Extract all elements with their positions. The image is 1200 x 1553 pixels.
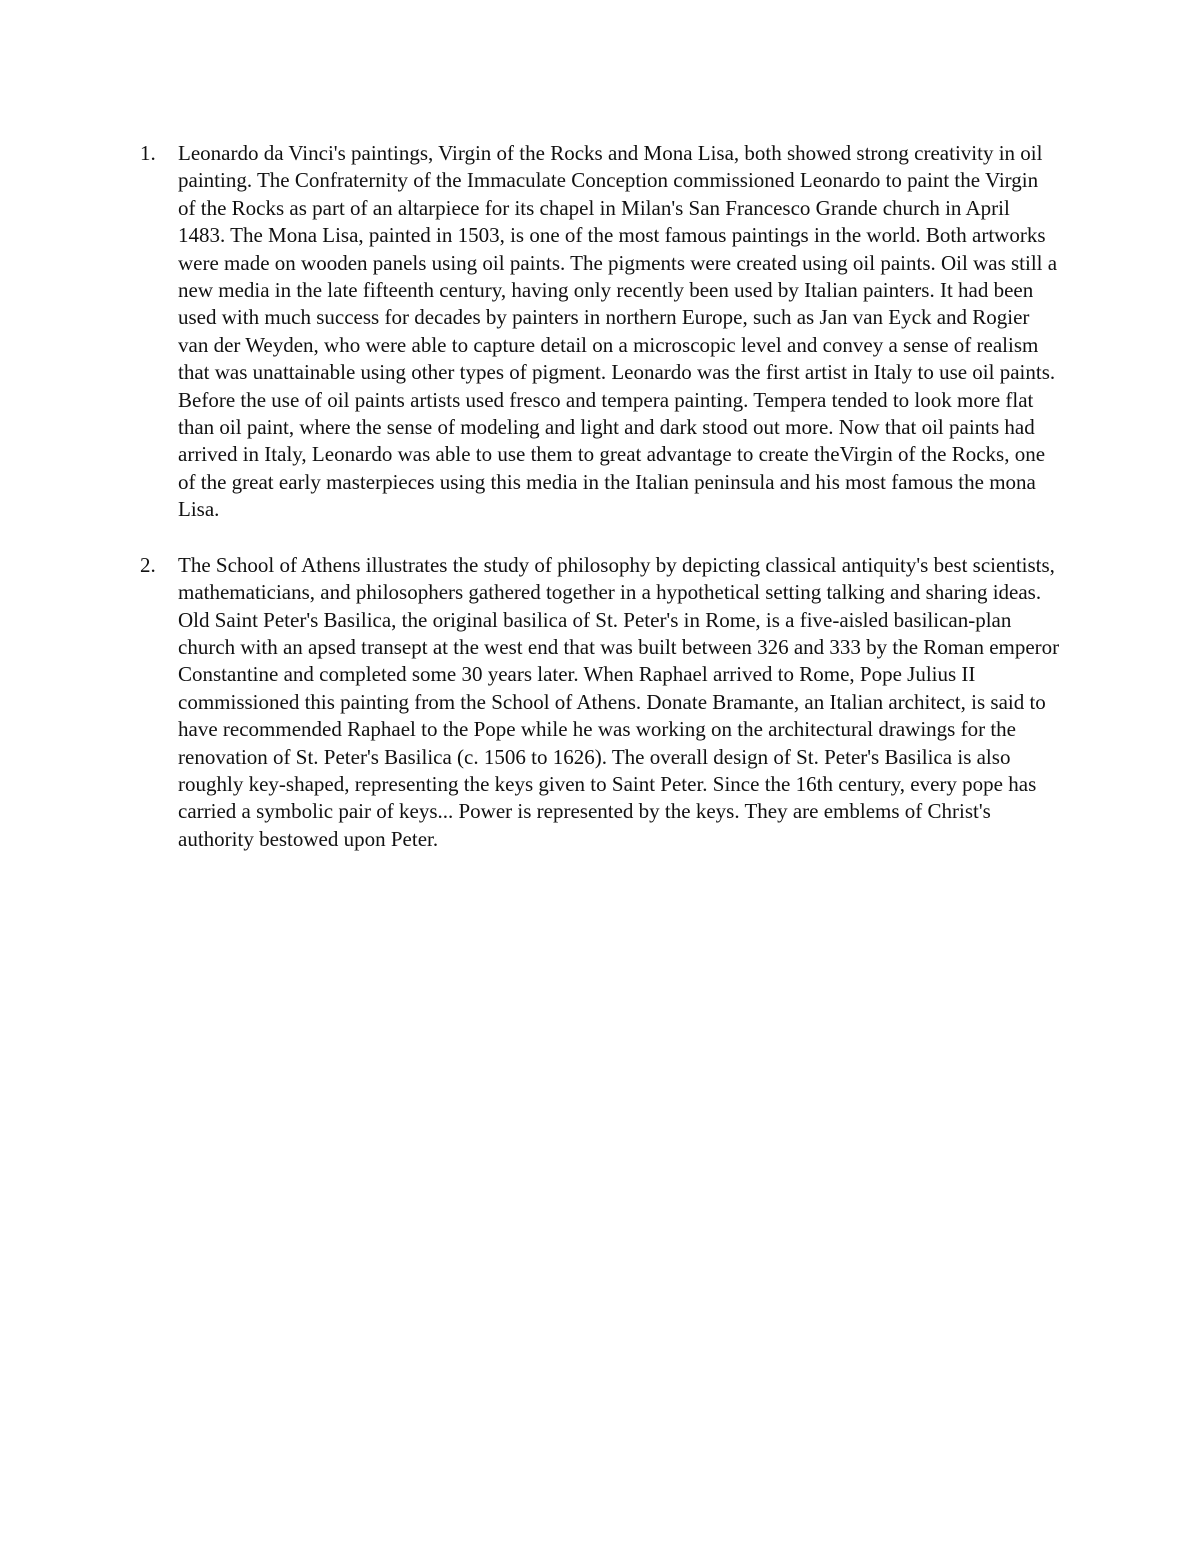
numbered-list bbox=[140, 140, 1060, 881]
list-item bbox=[140, 552, 1060, 853]
list-item-number: 1. bbox=[140, 141, 156, 165]
list-item-text: The School of Athens illustrates the study of philosophy by depicting classical antiquity's best scientists, mathematicians, and philosophers gathered together in a hypothetical setting talking and sharing ideas. Old Saint Peter's Basilica, the original basilica of St. Peter's in Rome, is a five-aisled basilican-plan church with an apsed transept at the west end that was built between 326 and 333 by the Roman emperor Constantine and completed some 30 years later. When Raphael arrived to Rome, Pope Julius II commissioned this painting from the School of Athens. Donate Bramante, an Italian architect, is said to have recommended Raphael to the Pope while he was working on the architectural drawings for the renovation of St. Peter's Basilica (c. 1506 to 1626). The overall design of St. Peter's Basilica is also roughly key-shaped, representing the keys given to Saint Peter. Since the 16th century, every pope has carried a symbolic pair of keys... Power is represented by the keys. They are emblems of Christ's authority bestowed upon Peter. bbox=[178, 552, 1060, 851]
list-item bbox=[140, 140, 1060, 524]
list-item-text: Leonardo da Vinci's paintings, Virgin of the Rocks and Mona Lisa, both showed strong creativity in oil painting. The Confraternity of the Immaculate Conception commissioned Leonardo to paint the Virgin of the Rocks as part of an altarpiece for its chapel in Milan's San Francesco Grande church in April 1483. The Mona Lisa, painted in 1503, is one of the most famous paintings in the world. Both artworks were made on wooden panels using oil paints. The pigments were created using oil paints. Oil was still a new media in the late fifteenth century, having only recently been used by Italian painters. It had been used with much success for decades by painters in northern Europe, such as Jan van Eyck and Rogier van der Weyden, who were able to capture detail on a microscopic level and convey a sense of realism that was unattainable using other types of pigment. Leonardo was the first artist in Italy to use oil paints. Before the use of oil paints artists used fresco and tempera painting. Tempera tended to look more flat than oil paint, where the sense of modeling and light and dark stood out more. Now that oil paints had arrived in Italy, Leonardo was able to use them to great advantage to create theVirgin of the Rocks, one of the great early masterpieces using this media in the Italian peninsula and his most famous the mona Lisa. bbox=[178, 141, 1058, 522]
list-item-number: 2. bbox=[140, 552, 156, 577]
